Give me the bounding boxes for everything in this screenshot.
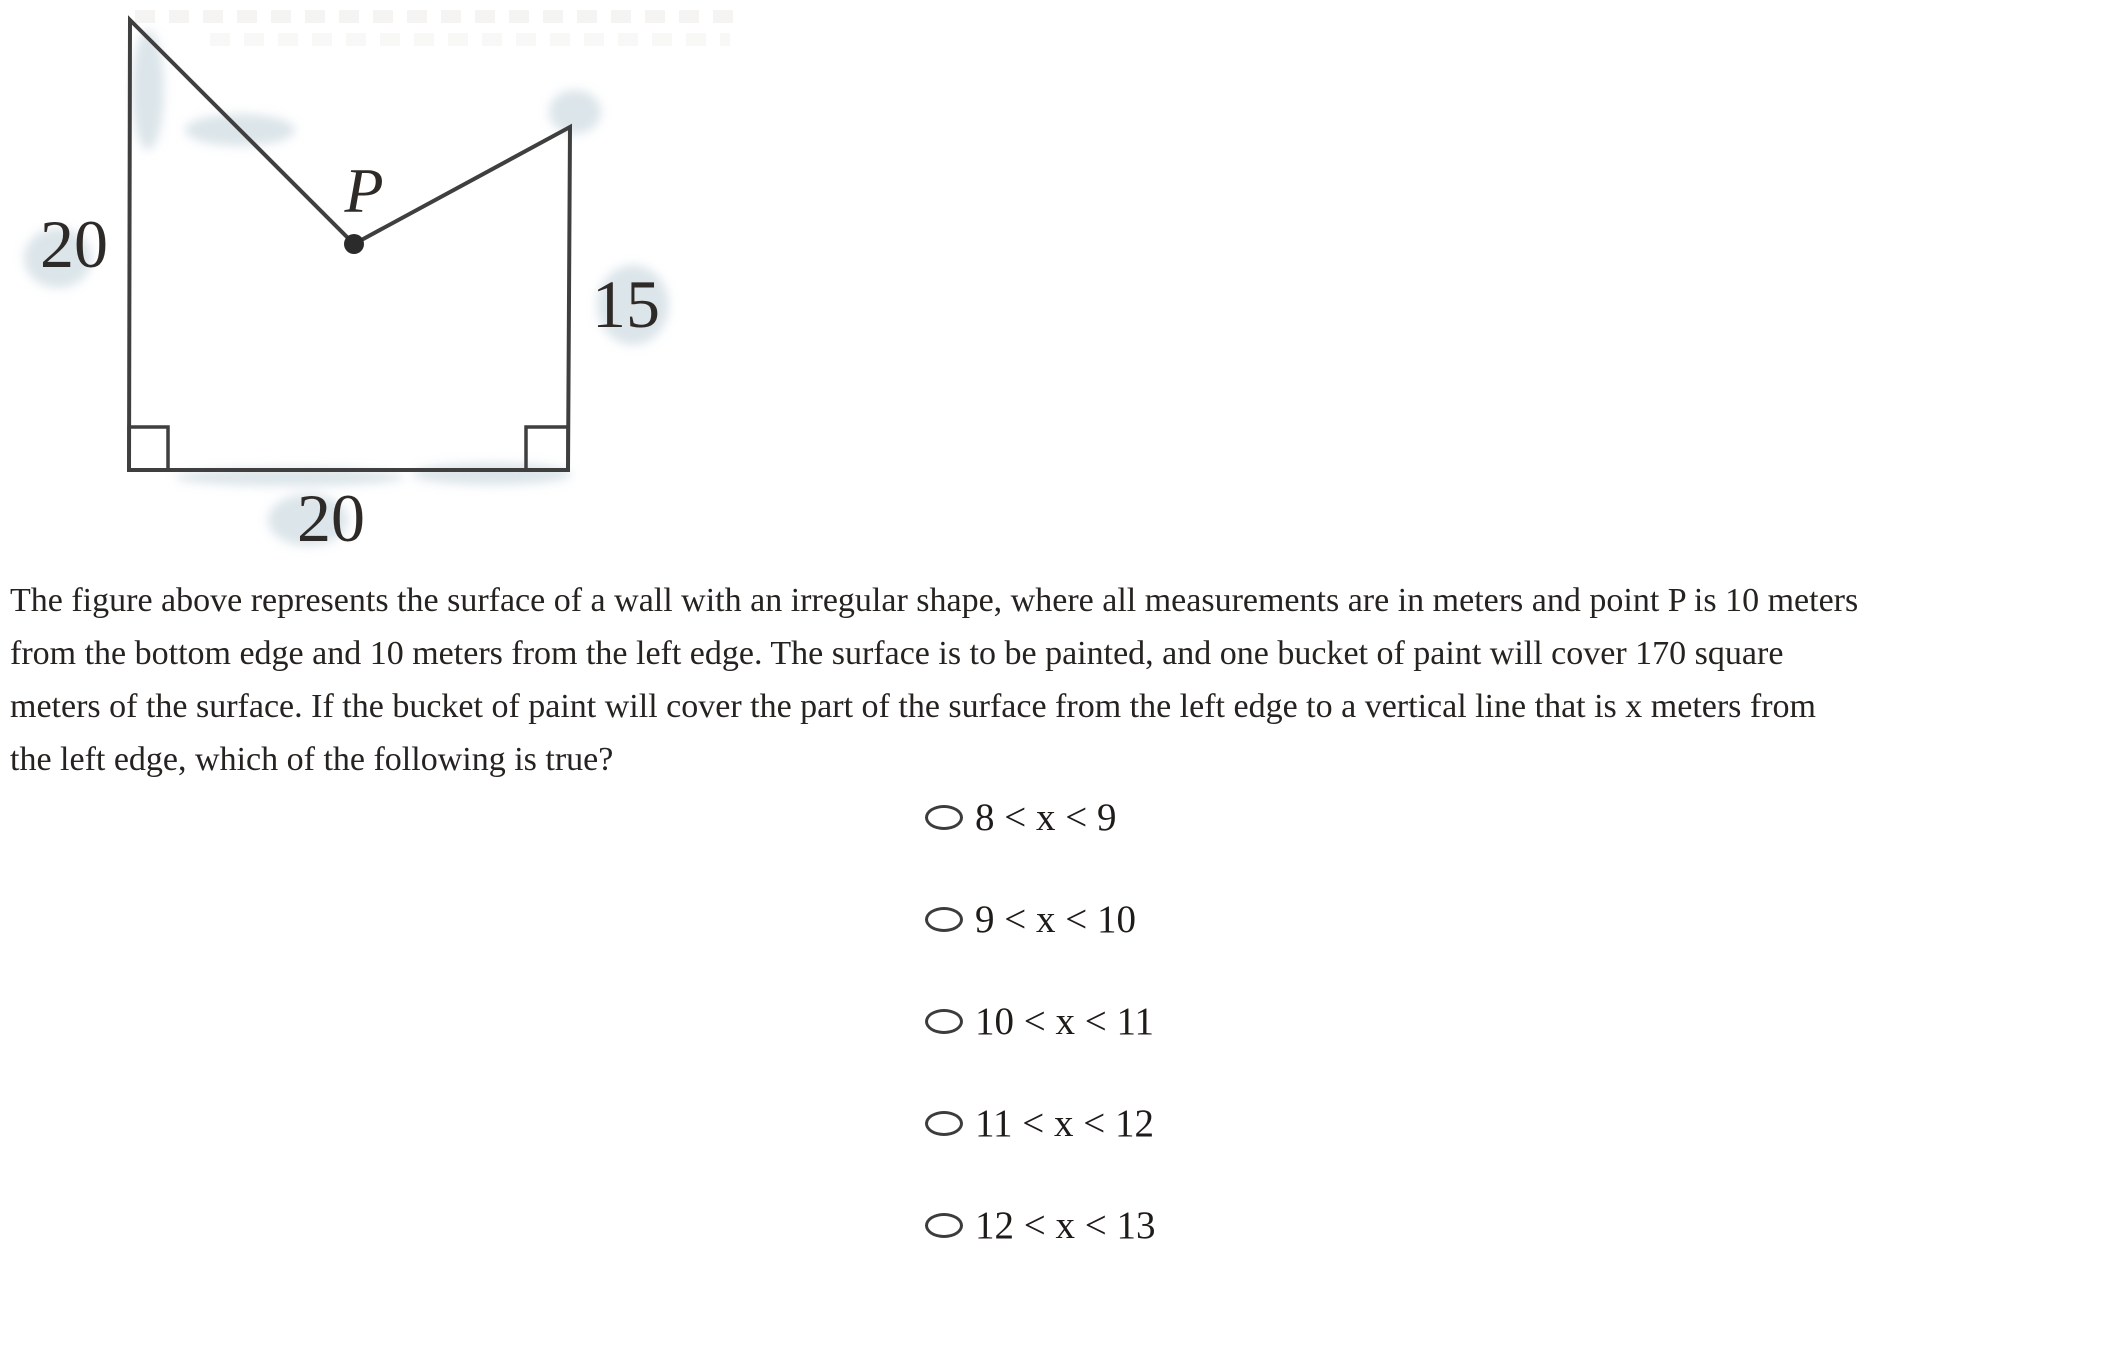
radio-button[interactable] — [925, 805, 963, 830]
question-text — [10, 574, 2110, 786]
radio-button[interactable] — [925, 1111, 963, 1136]
answer-options — [925, 797, 1156, 1246]
option-label: 11 < x < 12 — [975, 1102, 1155, 1145]
answer-option-a[interactable] — [925, 797, 1156, 838]
point-p-label: P — [344, 155, 384, 226]
answer-option-b[interactable] — [925, 899, 1156, 940]
answer-option-c[interactable] — [925, 1001, 1156, 1042]
radio-button[interactable] — [925, 1009, 963, 1034]
left-side-label: 20 — [40, 206, 108, 282]
answer-option-d[interactable] — [925, 1103, 1156, 1144]
point-p-dot — [344, 234, 364, 254]
answer-option-e[interactable] — [925, 1205, 1156, 1246]
right-side-label: 15 — [592, 266, 660, 342]
radio-button[interactable] — [925, 1213, 963, 1238]
question-line: the left edge, which of the following is true? — [10, 741, 614, 778]
question-line: meters of the surface. If the bucket of paint will cover the part of the surface from the left edge to a vertical line that is x meters from — [10, 688, 1817, 725]
option-label: 10 < x < 11 — [975, 1000, 1155, 1043]
option-label: 12 < x < 13 — [975, 1204, 1156, 1247]
wall-figure — [0, 0, 760, 560]
wall-figure-svg — [0, 0, 760, 560]
right-angle-marker-right — [526, 427, 568, 470]
question-line: from the bottom edge and 10 meters from the left edge. The surface is to be painted, and one bucket of paint will cover 170 square — [10, 635, 1784, 672]
bottom-side-label: 20 — [297, 480, 365, 556]
option-label: 8 < x < 9 — [975, 796, 1117, 839]
option-label: 9 < x < 10 — [975, 898, 1136, 941]
right-angle-marker-left — [129, 427, 168, 470]
question-line: The figure above represents the surface of a wall with an irregular shape, where all measurements are in meters and point P is 10 meters — [10, 582, 1859, 619]
radio-button[interactable] — [925, 907, 963, 932]
